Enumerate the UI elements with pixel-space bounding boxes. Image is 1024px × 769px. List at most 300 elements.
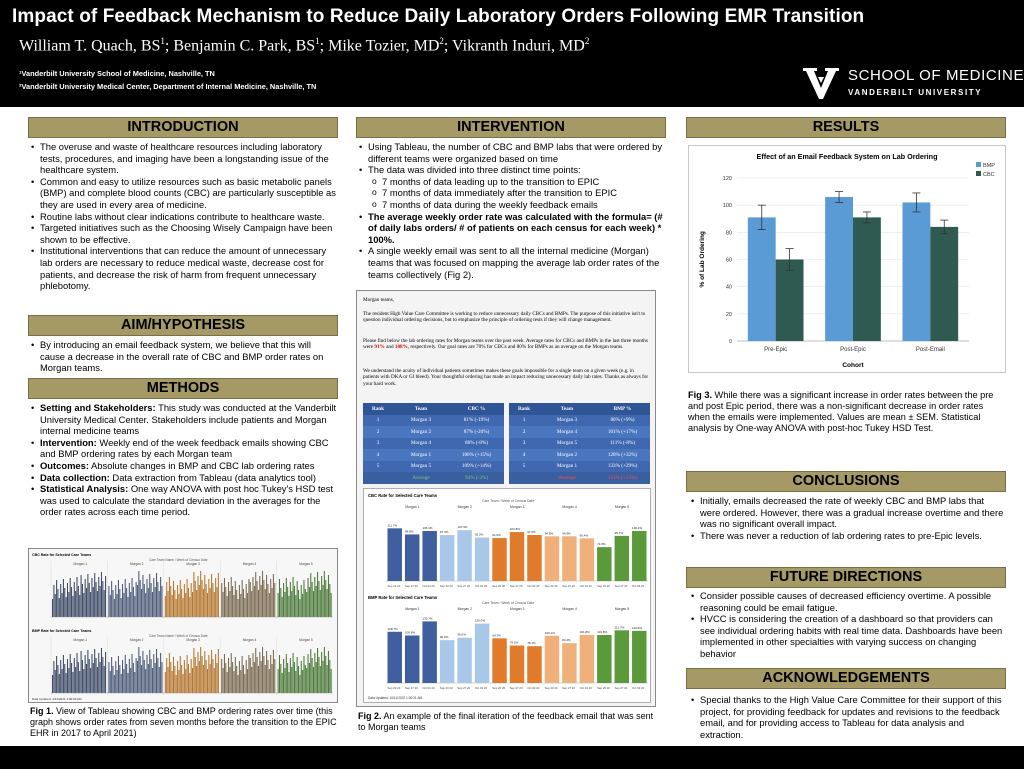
y-tick-label: 40 — [725, 284, 732, 291]
author-name: Benjamin C. Park, BS — [173, 37, 316, 55]
tableau-bar — [261, 585, 262, 617]
methods-item-text: Data extraction from Tableau (data analytics tool) — [109, 471, 316, 483]
y-tick-label: 80 — [725, 230, 732, 237]
tableau-bar — [112, 590, 113, 617]
dash-bar-value: 97.6% — [527, 529, 536, 534]
dash-bar-value: 126.0% — [474, 618, 486, 623]
tableau-bar — [252, 577, 253, 617]
table-average-row — [363, 472, 504, 484]
tableau-bar — [280, 588, 281, 617]
author-separator: ; — [164, 37, 174, 55]
tableau-bar — [227, 596, 228, 617]
introduction-item: • Institutional interventions that can reduce the amount of unnecessary lab orders are necessary to reduce medical waste, decrease cost for patients, and decrease the risk of harm from frequent unnecessary phlebotomy. — [30, 245, 338, 291]
dash-week-label: Oct 04 20 — [527, 686, 540, 690]
tableau-bar — [177, 585, 178, 617]
methods-item — [30, 402, 338, 437]
dash-updated: Data Updated: 10/11/2022 1:00:01 AM — [368, 696, 423, 700]
tableau-bar — [290, 582, 291, 617]
dash-bar — [475, 538, 489, 581]
dash-bar-value: 111.7% — [387, 523, 398, 528]
tableau-bar — [235, 581, 236, 617]
tableau-bar — [178, 670, 179, 693]
section-future-directions: FUTURE DIRECTIONS — [686, 567, 1006, 588]
dash-bar — [457, 638, 471, 683]
conclusions-text — [690, 495, 1004, 541]
tableau-bar — [74, 658, 75, 693]
tableau-bar — [140, 580, 141, 617]
table-cell: 87% (-20%) — [463, 428, 490, 435]
tableau-bar — [259, 652, 260, 693]
table-row — [363, 415, 504, 427]
dash-week-label: Oct 04 20 — [422, 686, 435, 690]
table-cell: Morgan 4 — [410, 440, 432, 447]
poster-title: Impact of Feedback Mechanism to Reduce Daily Laboratory Orders Following EMR Transition — [12, 6, 865, 27]
tableau-bar — [56, 656, 57, 693]
tableau-bar — [251, 667, 252, 693]
table-average-row — [509, 472, 650, 484]
tableau-bar — [301, 585, 302, 617]
tableau-bar — [310, 649, 311, 693]
introduction-item: • The overuse and waste of healthcare resources including laboratory tests, procedures, and imaging have been a longstanding issue of the healthcare system. — [30, 141, 338, 176]
tableau-bar — [210, 588, 211, 617]
tableau-bar — [317, 572, 318, 617]
tableau-bar — [322, 585, 323, 617]
feedback-email-figure — [356, 290, 656, 707]
aim-text — [30, 339, 338, 374]
table-row — [509, 415, 650, 427]
aim-item: • By introducing an email feedback system, we believe that this will cause a decrease in the overall rate of CBC and BMP order rates on Morgan teams. — [30, 339, 338, 374]
dash-bar-value: 110.6% — [632, 625, 642, 630]
tableau-bar — [329, 660, 330, 693]
tableau-bar — [263, 580, 264, 617]
tableau-bar — [324, 647, 325, 693]
tableau-bar — [255, 572, 256, 617]
tableau-bar — [52, 675, 53, 693]
table-cell: 4 — [376, 451, 380, 458]
tableau-bar — [125, 579, 126, 617]
tableau-bar — [55, 594, 56, 617]
tableau-bar — [96, 582, 97, 617]
figure-1-caption: Fig 1. View of Tableau showing CBC and BMP ordering rates over time (this graph shows order rates from seven months before the transition to the EPIC EHR in 2017 to April 2021) — [30, 706, 337, 738]
email-dashboard-charts — [364, 489, 650, 702]
tableau-bar — [299, 675, 300, 693]
dash-bar — [492, 538, 506, 581]
tableau-bar — [225, 587, 226, 617]
tableau-bar — [306, 592, 307, 617]
tableau-bar — [193, 648, 194, 693]
email-paragraph-1: The resident High Value Care Committee is working to reduce unnecessary daily CBCs and BMPs. The purpose of this initiative isn't to question individual ordering decisions, but to emphasize the principle of ordering tests if they will change management. — [363, 311, 646, 324]
tableau-bar — [176, 599, 177, 617]
bar-cbc — [853, 217, 881, 341]
dash-bar — [615, 630, 629, 683]
tableau-bar — [295, 671, 296, 693]
x-tick-label: Post-Email — [915, 347, 945, 353]
tableau-bar — [130, 592, 131, 617]
tableau-panel-title: BMP Rate for Selected Care Teams — [32, 629, 92, 633]
dash-team-label: Morgan 2 — [457, 505, 472, 509]
tableau-bar — [62, 669, 63, 693]
y-tick-label: 60 — [725, 257, 732, 264]
tableau-bar — [282, 597, 283, 617]
tableau-bar — [91, 654, 92, 693]
tableau-bar — [57, 589, 58, 617]
tableau-bar — [153, 654, 154, 693]
tableau-bar — [287, 663, 288, 693]
methods-item-text: One way ANOVA with post hoc Tukey's HSD test was used to calculate the standard deviation in the averages for the order rates across each time period. — [40, 483, 334, 518]
tableau-bar — [63, 655, 64, 693]
tableau-bar — [79, 595, 80, 617]
table-cell: 2 — [522, 428, 526, 435]
author-name: Mike Tozier, MD — [328, 37, 440, 55]
table-cell: CBC % — [467, 405, 486, 412]
tableau-bar — [286, 654, 287, 693]
tableau-team-label: Morgan 2 — [129, 638, 144, 642]
methods-item-label: Setting and Stakeholders: — [40, 402, 156, 413]
table-cell: Average — [412, 474, 430, 481]
tableau-bar — [206, 660, 207, 693]
tableau-bar — [314, 577, 315, 617]
tableau-bar — [146, 579, 147, 617]
table-cell: 94% (-3%) — [465, 474, 488, 481]
email-dashboard — [363, 488, 651, 703]
tableau-bar — [283, 659, 284, 693]
table-row — [509, 449, 650, 461]
dash-bar-value: 130.7% — [422, 616, 433, 621]
table-cell: 81% (-19%) — [463, 417, 490, 424]
dash-bar-value: 103.8% — [509, 527, 520, 532]
tableau-bar — [86, 664, 87, 693]
tableau-bar — [302, 670, 303, 693]
dash-bar-value: 78.1% — [527, 641, 536, 646]
bar-cbc — [776, 260, 804, 342]
tableau-team-label: Morgan 1 — [73, 562, 88, 566]
tableau-bar — [303, 580, 304, 617]
section-methods: METHODS — [28, 378, 338, 399]
tableau-bar — [173, 657, 174, 693]
tableau-bar — [309, 663, 310, 693]
tableau-bar — [240, 594, 241, 617]
tableau-bar — [148, 664, 149, 693]
tableau-bar — [294, 586, 295, 617]
dash-bar — [405, 635, 419, 683]
legend-swatch — [976, 171, 981, 176]
tableau-bar — [97, 591, 98, 617]
poster-header — [0, 0, 1024, 107]
tableau-bar — [193, 572, 194, 617]
tableau-bar — [328, 651, 329, 693]
tableau-bar — [72, 596, 73, 617]
tableau-bar — [78, 662, 79, 693]
tableau-bar — [232, 586, 233, 617]
bar-bmp — [902, 202, 930, 341]
tableau-bar — [244, 674, 245, 693]
tableau-bar — [195, 581, 196, 617]
tableau-bar — [59, 598, 60, 617]
tableau-bar — [238, 599, 239, 617]
tableau-bar — [236, 666, 237, 693]
tableau-bar — [138, 571, 139, 617]
tableau-bar — [202, 580, 203, 617]
dash-bar-value: 92.2% — [474, 532, 484, 537]
tableau-bar — [211, 574, 212, 617]
dash-bar — [440, 640, 454, 683]
tableau-rate-plots — [29, 549, 337, 702]
tableau-bar — [274, 583, 275, 617]
tableau-bar — [118, 580, 119, 617]
dash-week-label: Sep 27 20 — [457, 584, 471, 588]
dash-bar — [457, 530, 471, 581]
tableau-bar — [62, 593, 63, 617]
tableau-bar — [60, 660, 61, 693]
table-cell: Morgan 2 — [556, 451, 578, 458]
tableau-bar — [64, 664, 65, 693]
tableau-team-label: Morgan 1 — [73, 638, 88, 642]
dash-week-label: Oct 04 20 — [579, 584, 592, 588]
figure-2-caption: Fig 2. An example of the final iteration of the feedback email that was sent to Morgan teams — [358, 711, 654, 732]
tableau-bar — [269, 593, 270, 617]
tableau-bar — [145, 669, 146, 693]
tableau-bar — [144, 660, 145, 693]
tableau-bar — [243, 665, 244, 693]
dash-bar-value: 90.4% — [579, 533, 589, 538]
tableau-bar — [305, 589, 306, 617]
dash-week-label: Sep 27 20 — [404, 584, 418, 588]
tableau-bar — [111, 657, 112, 693]
dash-bar — [562, 536, 576, 581]
tableau-bar — [138, 647, 139, 693]
tableau-bar — [151, 659, 152, 693]
tableau-bar — [134, 672, 135, 693]
tableau-bar — [81, 575, 82, 617]
tableau-bar — [181, 665, 182, 693]
tableau-bar — [231, 577, 232, 617]
tableau-bar — [170, 586, 171, 617]
dash-week-label: Oct 04 20 — [474, 584, 487, 588]
tableau-bar — [227, 672, 228, 693]
tableau-bar — [207, 669, 208, 693]
tableau-bar — [122, 584, 123, 617]
tableau-bar — [212, 659, 213, 693]
tableau-bar — [273, 650, 274, 693]
tableau-panel-title: CBC Rate for Selected Care Teams — [32, 553, 92, 557]
table-cell: 133% (+29%) — [607, 463, 638, 470]
tableau-bar — [55, 670, 56, 693]
legend-swatch — [976, 162, 981, 167]
poster-footer — [0, 746, 1024, 769]
tableau-bar — [156, 649, 157, 693]
tableau-bar — [325, 656, 326, 693]
tableau-bar — [270, 655, 271, 693]
cbc-rank-table — [363, 403, 504, 485]
tableau-bar — [172, 671, 173, 693]
dash-bar — [440, 535, 454, 581]
table-cell: 80% (+9%) — [610, 417, 635, 424]
tableau-team-label: Morgan 3 — [186, 638, 200, 642]
future-item: • Consider possible causes of decreased efficiency overtime. A possible reasoning could be email fatigue. — [690, 590, 1004, 613]
dash-bar-value: 90.9% — [439, 635, 449, 640]
introduction-item: • Routine labs without clear indications contribute to healthcare waste. — [30, 211, 338, 223]
tableau-bar — [246, 660, 247, 693]
tableau-bar — [83, 669, 84, 693]
dash-week-label: Oct 04 20 — [474, 686, 487, 690]
email-paragraph-2: Please find below the lab ordering rates for Morgan teams over the past week. Average rates for CBCs and BMPs in the last three months were 91% and 108%, respectively. Our goal rates are 70% for CBCs and 80% for BMPs as an average on the Morgan teams. — [363, 338, 648, 351]
tableau-bar — [52, 599, 53, 617]
legend-label: BMP — [983, 163, 995, 169]
tableau-bar — [252, 653, 253, 693]
table-cell: 111% (+13%) — [608, 474, 637, 481]
tableau-bar — [218, 649, 219, 693]
acknowledgements-text — [690, 694, 1004, 740]
tableau-bar — [331, 593, 332, 617]
tableau-bar — [191, 659, 192, 693]
tableau-bar — [161, 586, 162, 617]
tableau-bar — [117, 670, 118, 693]
dash-bar — [527, 646, 541, 683]
tableau-bar — [229, 591, 230, 617]
tableau-bar — [178, 594, 179, 617]
dash-team-label: Morgan 5 — [614, 505, 630, 509]
intervention-sub-2: o 7 months of data immediately after the transition to EPIC — [358, 187, 664, 199]
tableau-bar — [83, 593, 84, 617]
tableau-bar — [308, 654, 309, 693]
table-cell: 3 — [522, 440, 526, 447]
table-cell: 111% (-8%) — [609, 440, 636, 447]
tableau-bar — [100, 662, 101, 693]
tableau-bar — [82, 660, 83, 693]
dash-week-label: Sep 20 20 — [387, 686, 401, 690]
tableau-bar — [137, 585, 138, 617]
dash-week-label: Sep 20 20 — [439, 584, 453, 588]
tableau-bar — [100, 586, 101, 617]
tableau-bar — [56, 580, 57, 617]
tableau-bar — [321, 576, 322, 617]
tableau-bar — [197, 576, 198, 617]
section-intervention: INTERVENTION — [356, 117, 666, 138]
tableau-bar — [166, 658, 167, 693]
tableau-bar — [170, 662, 171, 693]
tableau-bar — [189, 597, 190, 617]
tableau-bar — [214, 668, 215, 693]
tableau-bar — [87, 574, 88, 617]
table-header-row — [363, 403, 504, 415]
tableau-bar — [105, 652, 106, 693]
dash-bar — [405, 534, 419, 581]
tableau-bar — [82, 584, 83, 617]
tableau-bar — [246, 584, 247, 617]
tableau-bar — [102, 581, 103, 617]
logo-line-1: SCHOOL OF MEDICINE — [848, 67, 1024, 84]
tableau-bar — [240, 670, 241, 693]
tableau-team-label: Morgan 2 — [129, 562, 144, 566]
tableau-bar — [225, 663, 226, 693]
tableau-bar — [137, 661, 138, 693]
methods-item — [30, 483, 338, 518]
tableau-bar — [68, 668, 69, 693]
tableau-bar — [228, 658, 229, 693]
tableau-bar — [98, 577, 99, 617]
dash-bar-value: 94.7% — [492, 633, 501, 638]
dash-week-label: Sep 27 20 — [457, 686, 471, 690]
table-cell: Morgan 5 — [556, 440, 578, 447]
tableau-bar — [288, 672, 289, 693]
tableau-bar — [236, 590, 237, 617]
tableau-bar — [133, 587, 134, 617]
dash-week-label: Oct 04 20 — [632, 584, 645, 588]
tableau-bar — [195, 657, 196, 693]
tableau-bar — [67, 659, 68, 693]
tableau-bar — [75, 667, 76, 693]
tableau-bar — [203, 665, 204, 693]
introduction-text — [30, 141, 338, 292]
tableau-bar — [115, 585, 116, 617]
tableau-bar — [297, 657, 298, 693]
tableau-bar — [132, 578, 133, 617]
dash-panel-title: BMP Rate for Selected Care Teams — [368, 595, 438, 600]
dash-bar-value: 84.4% — [562, 638, 571, 643]
methods-item — [30, 437, 338, 460]
tableau-bar — [291, 667, 292, 693]
dash-bar — [527, 535, 541, 581]
tableau-bar — [184, 660, 185, 693]
dash-bar — [615, 536, 629, 581]
table-cell: BMP % — [613, 405, 632, 412]
tableau-bar — [197, 652, 198, 693]
tableau-bar — [126, 588, 127, 617]
tableau-bar — [136, 658, 137, 693]
tableau-bar — [203, 589, 204, 617]
tableau-bar — [214, 592, 215, 617]
tableau-bar — [146, 655, 147, 693]
dash-bar — [562, 643, 576, 683]
section-results: RESULTS — [686, 117, 1006, 138]
dash-bar-value: 94.8% — [544, 531, 554, 536]
tableau-bar — [279, 579, 280, 617]
tableau-bar — [204, 651, 205, 693]
methods-item — [30, 472, 338, 484]
tableau-bar — [152, 592, 153, 617]
dash-bar-value: 107.9% — [457, 525, 468, 530]
tableau-bar — [191, 583, 192, 617]
tableau-bar — [312, 582, 313, 617]
dash-bar — [422, 621, 436, 683]
tableau-bar — [152, 668, 153, 693]
dash-week-label: Oct 04 20 — [632, 686, 645, 690]
x-tick-label: Pre-Epic — [764, 347, 788, 353]
tableau-bar — [117, 594, 118, 617]
tableau-bar — [270, 579, 271, 617]
tableau-bar — [267, 660, 268, 693]
tableau-bar — [248, 579, 249, 617]
tableau-bar — [149, 650, 150, 693]
tableau-bar — [156, 573, 157, 617]
tableau-bar — [204, 575, 205, 617]
tableau-bar — [316, 586, 317, 617]
tableau-bar — [208, 655, 209, 693]
dash-week-label: Sep 20 20 — [597, 584, 610, 588]
tableau-bar — [151, 583, 152, 617]
tableau-bar — [70, 578, 71, 617]
dash-bar-value: 98.8% — [404, 529, 414, 534]
introduction-list — [30, 141, 338, 292]
tableau-bar — [173, 581, 174, 617]
tableau-bar — [229, 667, 230, 693]
dash-team-label: Morgan 3 — [510, 505, 525, 509]
dash-team-label: Morgan 2 — [457, 607, 472, 611]
section-conclusions: CONCLUSIONS — [686, 471, 1006, 492]
y-tick-label: 120 — [722, 176, 732, 182]
tableau-bar — [93, 663, 94, 693]
dash-bar-value: 95.7% — [614, 530, 624, 535]
